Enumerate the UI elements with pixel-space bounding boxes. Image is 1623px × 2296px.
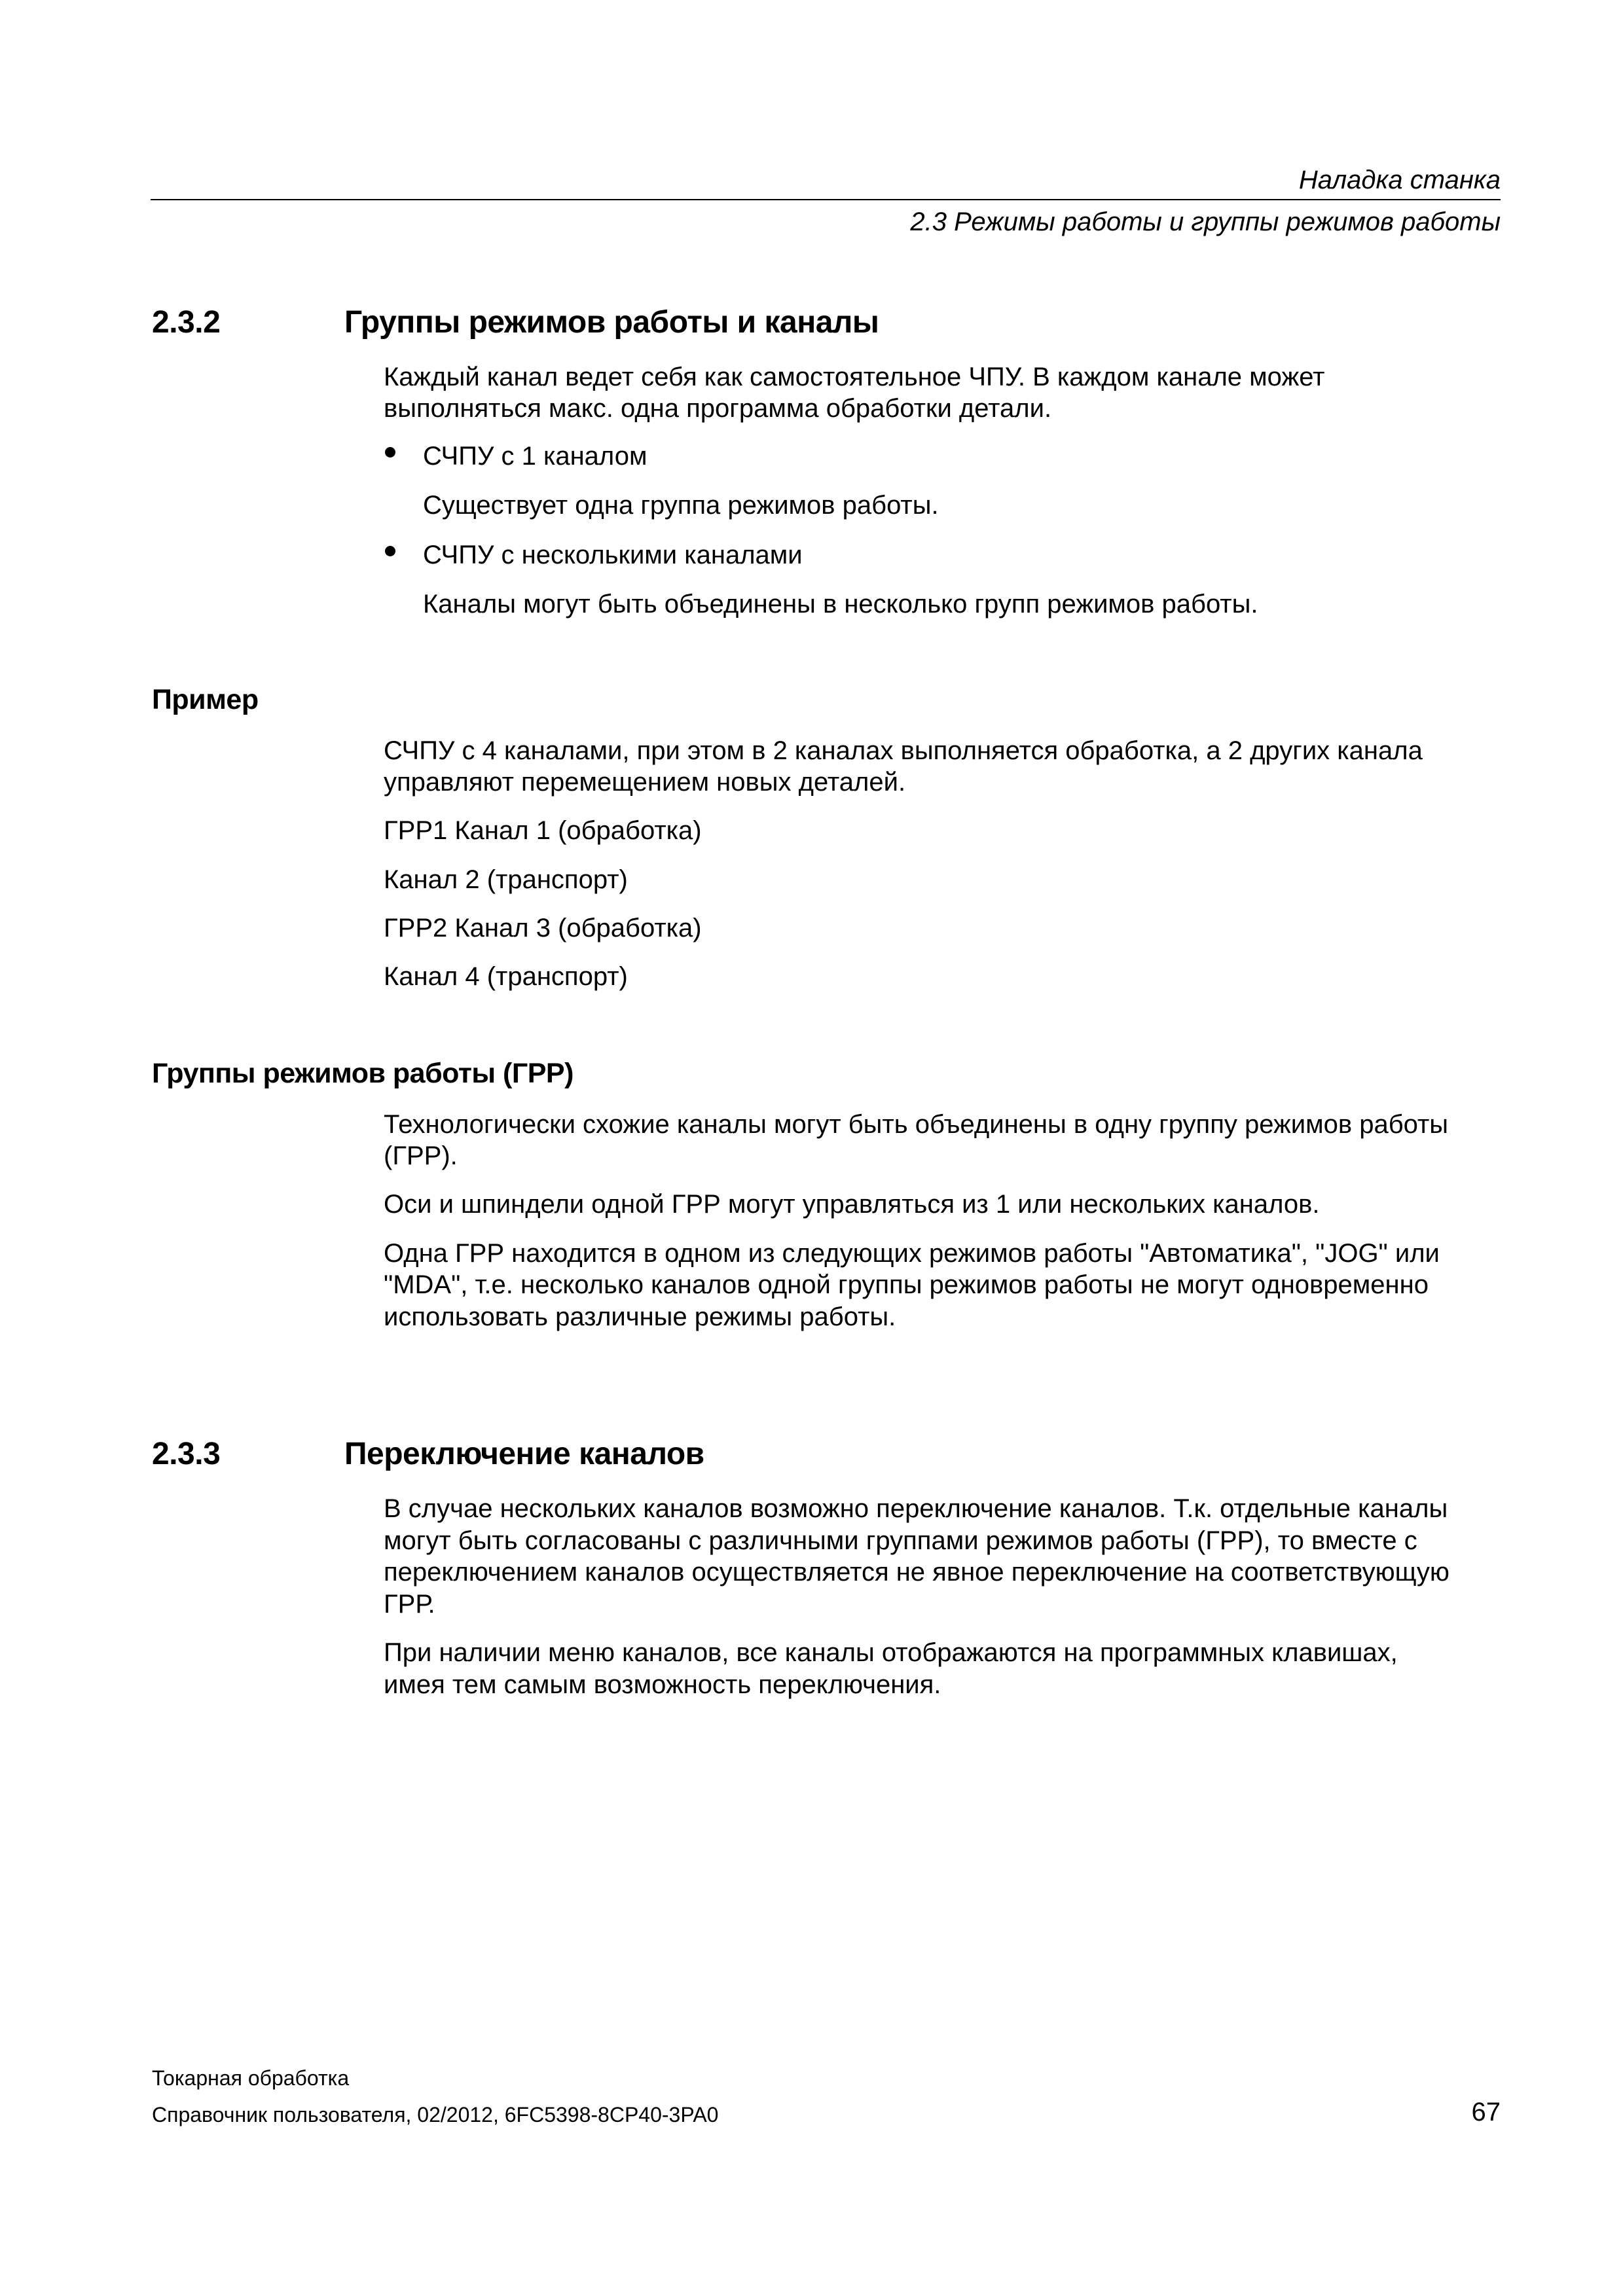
example-line: ГРР1 Канал 1 (обработка) bbox=[384, 816, 702, 845]
bullet-icon bbox=[385, 447, 395, 457]
grr-paragraph-line: использовать различные режимы работы. bbox=[384, 1302, 896, 1331]
switch-paragraph-line: имея тем самым возможность переключения. bbox=[384, 1670, 941, 1699]
switch-paragraph-line: В случае нескольких каналов возможно переключение каналов. Т.к. отдельные каналы bbox=[384, 1494, 1448, 1523]
section-title: Группы режимов работы и каналы bbox=[344, 305, 879, 340]
example-heading: Пример bbox=[152, 684, 259, 715]
bullet-description: Каналы могут быть объединены в несколько групп режимов работы. bbox=[423, 590, 1258, 619]
grr-paragraph-line: Одна ГРР находится в одном из следующих режимов работы "Автоматика", "JOG" или bbox=[384, 1239, 1440, 1268]
example-line: Канал 4 (транспорт) bbox=[384, 962, 628, 991]
grr-paragraph-line: (ГРР). bbox=[384, 1141, 458, 1170]
page-number: 67 bbox=[1471, 2098, 1501, 2126]
footer-manual-info: Справочник пользователя, 02/2012, 6FC5398-8CP40-3PA0 bbox=[152, 2103, 719, 2126]
intro-line: Каждый канал ведет себя как самостоятельное ЧПУ. В каждом канале может bbox=[384, 363, 1325, 391]
running-header-section: 2.3 Режимы работы и группы режимов работы bbox=[910, 207, 1501, 236]
example-text-line: управляют перемещением новых деталей. bbox=[384, 768, 906, 797]
switch-paragraph-line: При наличии меню каналов, все каналы отображаются на программных клавишах, bbox=[384, 1638, 1398, 1667]
example-text-line: СЧПУ с 4 каналами, при этом в 2 каналах выполняется обработка, а 2 других канала bbox=[384, 736, 1423, 765]
section-number: 2.3.2 bbox=[152, 305, 221, 340]
switch-paragraph-line: ГРР. bbox=[384, 1590, 435, 1619]
footer-book-title: Токарная обработка bbox=[152, 2066, 350, 2090]
bullet-label: СЧПУ с несколькими каналами bbox=[423, 541, 803, 569]
bullet-label: СЧПУ с 1 каналом bbox=[423, 442, 647, 471]
intro-line: выполняться макс. одна программа обработки детали. bbox=[384, 394, 1052, 423]
grr-paragraph-line: Оси и шпиндели одной ГРР могут управляться из 1 или нескольких каналов. bbox=[384, 1190, 1320, 1219]
switch-paragraph-line: переключением каналов осуществляется не явное переключение на соответствующую bbox=[384, 1558, 1450, 1587]
bullet-description: Существует одна группа режимов работы. bbox=[423, 491, 939, 520]
section-title: Переключение каналов bbox=[344, 1437, 704, 1471]
bullet-icon bbox=[385, 546, 395, 556]
example-line: ГРР2 Канал 3 (обработка) bbox=[384, 914, 702, 942]
example-line: Канал 2 (транспорт) bbox=[384, 865, 628, 894]
grr-heading: Группы режимов работы (ГРР) bbox=[152, 1058, 574, 1089]
running-header-chapter: Наладка станка bbox=[1298, 166, 1501, 194]
grr-paragraph-line: Технологически схожие каналы могут быть объединены в одну группу режимов работы bbox=[384, 1110, 1449, 1139]
header-rule bbox=[151, 199, 1501, 200]
switch-paragraph-line: могут быть согласованы с различными группами режимов работы (ГРР), то вместе с bbox=[384, 1526, 1417, 1555]
section-number: 2.3.3 bbox=[152, 1437, 221, 1471]
grr-paragraph-line: "MDA", т.е. несколько каналов одной группы режимов работы не могут одновременно bbox=[384, 1270, 1429, 1299]
